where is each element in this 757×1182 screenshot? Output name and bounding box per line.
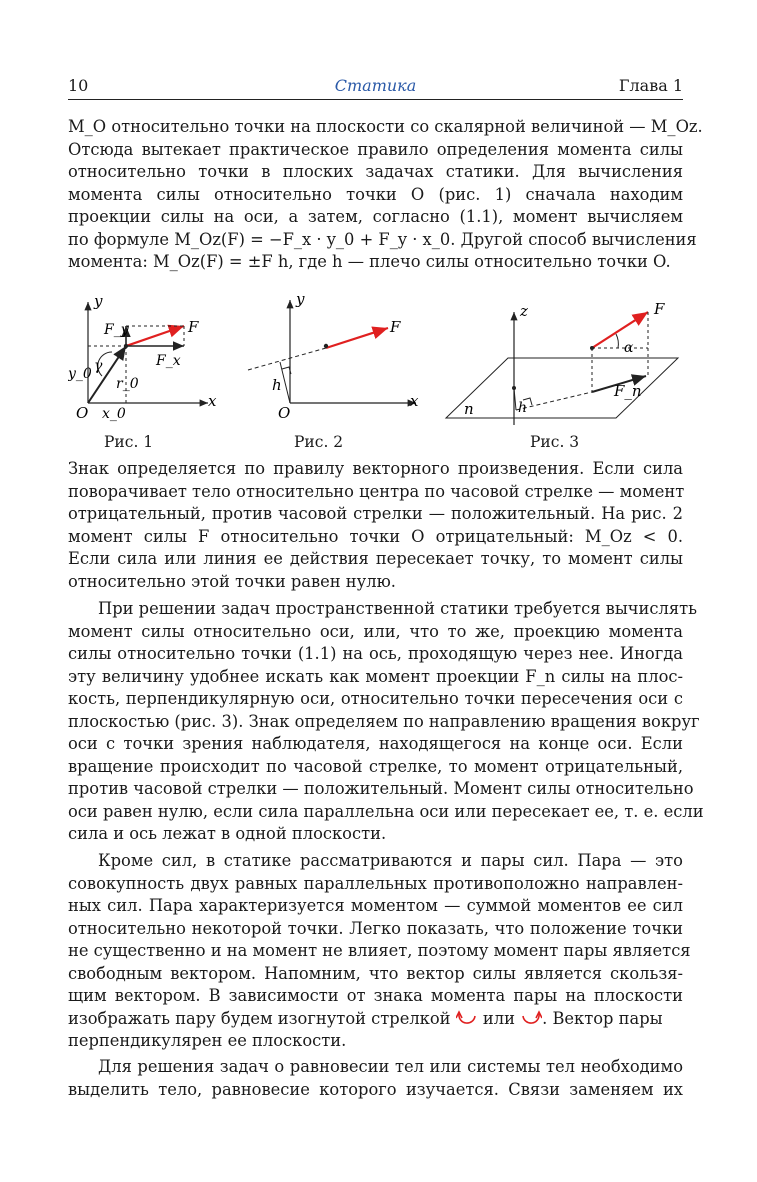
fig1-label: y_0 <box>68 366 92 382</box>
fig1-label: F_x <box>156 353 181 369</box>
fig2-label: y <box>296 290 305 308</box>
figures-drawing <box>68 290 683 430</box>
curved-arrow-cw-icon <box>520 1010 542 1028</box>
fig1-label: F_y <box>104 322 129 338</box>
text-line: момент силы относительно оси, или, что то же, проекцию момента <box>68 621 683 641</box>
text-line: совокупность двух равных параллельных противоположно направлен- <box>68 873 683 893</box>
text-fragment: изображать пару будем изогнутой стрелкой <box>68 1008 451 1028</box>
fig1-label: x_0 <box>102 406 126 422</box>
fig3-label: F <box>654 300 665 318</box>
text-fragment: или <box>482 1008 515 1028</box>
text-line: не существенно и на момент не влияет, поэтому момент пары является <box>68 941 691 960</box>
running-title: Статика <box>334 76 417 95</box>
fig1-label: O <box>76 404 89 422</box>
curved-arrow-ccw-icon <box>456 1010 478 1028</box>
text-line: оси равен нулю, если сила параллельна оси или пересекает ее, т. е. если <box>68 801 704 821</box>
fig1-label: x <box>208 392 217 410</box>
chapter-label: Глава 1 <box>618 76 683 95</box>
page-header <box>68 76 683 98</box>
text-line: по формуле M_Oz(F) = −F_x · y_0 + F_y · x_0. Другой способ вычисления <box>68 229 697 249</box>
figure-2-caption: Рис. 2 <box>294 433 344 451</box>
text-line: кость, перпендикулярную оси, относительно точки пересечения оси с <box>68 689 683 708</box>
text-line: поворачивает тело относительно центра по часовой стрелке — момент <box>68 481 685 501</box>
fig2-label: F <box>390 318 401 336</box>
text-line: силы относительно точки (1.1) на ось, проходящую через нее. Иногда <box>68 644 683 663</box>
paragraph-1 <box>68 116 703 274</box>
text-line: Кроме сил, в статике рассматриваются и пары сил. Пара — это <box>98 851 683 870</box>
fig3-label: z <box>520 302 528 320</box>
text-line-with-icons <box>68 1008 683 1031</box>
text-line: При решении задач пространственной статики требуется вычислять <box>98 599 697 618</box>
text-line: перпендикулярен ее плоскости. <box>68 1031 347 1050</box>
paragraph-2 <box>68 458 683 593</box>
header-rule <box>68 99 683 100</box>
text-line: относительно точки в плоских задачах статики. Для вычисления <box>68 162 683 181</box>
text-line: против часовой стрелки — положительный. Момент силы относительно <box>68 779 694 798</box>
text-line: отрицательный, против часовой стрелки — положительный. На рис. 2 <box>68 504 683 523</box>
paragraph-4 <box>68 850 691 1053</box>
text-fragment: . Вектор пары <box>542 1008 663 1028</box>
text-line: выделить тело, равновесие которого изучается. Связи заменяем их <box>68 1079 683 1099</box>
text-line: относительно некоторой точки. Легко показать, что положение точки <box>68 918 683 938</box>
text-line: Для решения задач о равновесии тел или системы тел необходимо <box>98 1057 683 1076</box>
figures-row <box>68 290 683 455</box>
text-line: свободным вектором. Напомним, что вектор силы является скользя- <box>68 963 683 983</box>
text-line: проекции силы на оси, а затем, согласно (1.1), момент вычисляем <box>68 207 683 226</box>
paragraph-3 <box>68 598 704 846</box>
fig1-label: y <box>94 292 103 310</box>
text-line: оси с точки зрения наблюдателя, находящегося на конце оси. Если <box>68 734 683 753</box>
fig1-label: F <box>188 318 199 336</box>
text-line: сила и ось лежат в одной плоскости. <box>68 824 387 843</box>
fig3-label: n <box>464 400 474 418</box>
text-line: щим вектором. В зависимости от знака момента пары на плоскости <box>68 986 683 1005</box>
fig2-label: h <box>272 376 282 394</box>
fig3-label: α <box>624 340 634 356</box>
page-number: 10 <box>68 76 89 95</box>
text-line: момента силы относительно точки O (рис. 1) сначала находим <box>68 184 683 204</box>
fig2-label: x <box>410 392 419 410</box>
text-line: относительно этой точки равен нулю. <box>68 571 396 591</box>
fig1-label: r_0 <box>116 376 139 392</box>
figure-3-caption: Рис. 3 <box>530 433 580 451</box>
text-line: ных сил. Пара характеризуется моментом — суммой моментов ее сил <box>68 896 683 915</box>
figure-3 <box>446 300 678 425</box>
text-line: плоскостью (рис. 3). Знак определяем по направлению вращения вокруг <box>68 711 700 731</box>
figure-1 <box>68 292 217 422</box>
fig1-label: γ <box>94 358 103 374</box>
book-page <box>68 0 704 1182</box>
fig2-label: O <box>278 404 291 422</box>
text-line: момент силы F относительно точки O отрицательный: M_Oz < 0. <box>68 526 683 546</box>
figure-2 <box>248 290 419 422</box>
paragraph-5 <box>68 1056 683 1101</box>
text-line: эту величину удобнее искать как момент проекции F_n силы на плос- <box>68 666 683 686</box>
text-line: M_O относительно точки на плоскости со скалярной величиной — M_Oz. <box>68 117 703 136</box>
text-line: Знак определяется по правилу векторного произведения. Если сила <box>68 459 683 478</box>
text-line: Отсюда вытекает практическое правило определения момента силы <box>68 139 683 159</box>
figure-1-caption: Рис. 1 <box>104 433 154 451</box>
fig3-label: h <box>518 400 528 416</box>
text-line: момента: M_Oz(F) = ±F h, где h — плечо силы относительно точки O. <box>68 252 671 271</box>
fig3-label: F_n <box>614 382 642 400</box>
text-line: вращение происходит по часовой стрелке, то момент отрицательный, <box>68 756 683 776</box>
text-line: Если сила или линия ее действия пересекает точку, то момент силы <box>68 549 683 568</box>
